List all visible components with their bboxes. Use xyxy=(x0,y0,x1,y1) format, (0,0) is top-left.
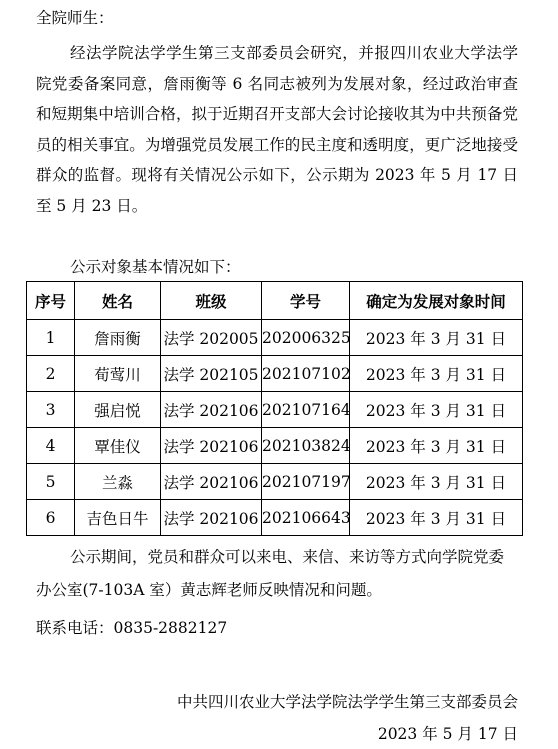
table-cell: 2023 年 3 月 31 日 xyxy=(350,428,523,464)
table-cell: 202106643 xyxy=(262,500,350,536)
table-row xyxy=(27,356,523,392)
table-cell: 法学 202106 xyxy=(161,428,262,464)
table-cell: 荀莺川 xyxy=(75,356,161,392)
table-cell: 法学 202106 xyxy=(161,500,262,536)
signature-date: 2023 年 5 月 17 日 xyxy=(377,725,518,743)
table-row xyxy=(27,320,523,356)
table-cell: 4 xyxy=(27,428,75,464)
table-cell: 覃佳仪 xyxy=(75,428,161,464)
table-cell: 2023 年 3 月 31 日 xyxy=(350,320,523,356)
table-cell: 6 xyxy=(27,500,75,536)
table-cell: 202006325 xyxy=(262,320,350,356)
table-row xyxy=(27,392,523,428)
table-cell: 202107102 xyxy=(262,356,350,392)
contact-phone: 联系电话：0835-2882127 xyxy=(36,619,228,637)
header-cell: 序号 xyxy=(27,282,75,320)
table-row xyxy=(27,500,523,536)
table-cell: 202103824 xyxy=(262,428,350,464)
header-cell: 学号 xyxy=(262,282,350,320)
table-cell: 詹雨衡 xyxy=(75,320,161,356)
header-cell: 确定为发展对象时间 xyxy=(350,282,523,320)
table-cell: 吉色日牛 xyxy=(75,500,161,536)
greeting: 全院师生： xyxy=(36,9,114,27)
table-cell: 兰淼 xyxy=(75,464,161,500)
table-caption: 公示对象基本情况如下： xyxy=(70,258,241,276)
table-cell: 法学 202005 xyxy=(161,320,262,356)
header-cell: 班级 xyxy=(161,282,262,320)
table-cell: 2023 年 3 月 31 日 xyxy=(350,356,523,392)
candidates-table xyxy=(26,281,523,536)
table-cell: 2 xyxy=(27,356,75,392)
table-cell: 法学 202106 xyxy=(161,464,262,500)
table-cell: 2023 年 3 月 31 日 xyxy=(350,500,523,536)
signature-org: 中共四川农业大学法学院法学学生第三支部委员会 xyxy=(176,693,518,711)
table-cell: 2023 年 3 月 31 日 xyxy=(350,464,523,500)
intro-paragraph: 经法学院法学学生第三支部委员会研究，并报四川农业大学法学院党委备案同意，詹雨衡等 6 名同志被列为发展对象，经过政治审查和短期集中培训合格，拟于近期召开支部大会讨论接收其为中共预备党员的相关事宜。为增强党员发展工作的民主度和透明度，更广泛地接受群众的监督。现将有关情况公示如下，公示期为 2023 年 5 月 17 日至 5 月 23 日。 xyxy=(36,44,518,215)
header-cell: 姓名 xyxy=(75,282,161,320)
table-cell: 2023 年 3 月 31 日 xyxy=(350,392,523,428)
table-cell: 202107164 xyxy=(262,392,350,428)
table-cell: 法学 202106 xyxy=(161,392,262,428)
table-cell: 1 xyxy=(27,320,75,356)
table-cell: 法学 202105 xyxy=(161,356,262,392)
table-cell: 3 xyxy=(27,392,75,428)
notice-paragraph: 公示期间，党员和群众可以来电、来信、来访等方式向学院党委办公室(7-103A 室）黄志辉老师反映情况和问题。 xyxy=(36,548,505,599)
table-cell: 5 xyxy=(27,464,75,500)
table-cell: 202107197 xyxy=(262,464,350,500)
table-row xyxy=(27,464,523,500)
table-cell: 强启悦 xyxy=(75,392,161,428)
table-row xyxy=(27,428,523,464)
table-header-row xyxy=(27,282,523,320)
